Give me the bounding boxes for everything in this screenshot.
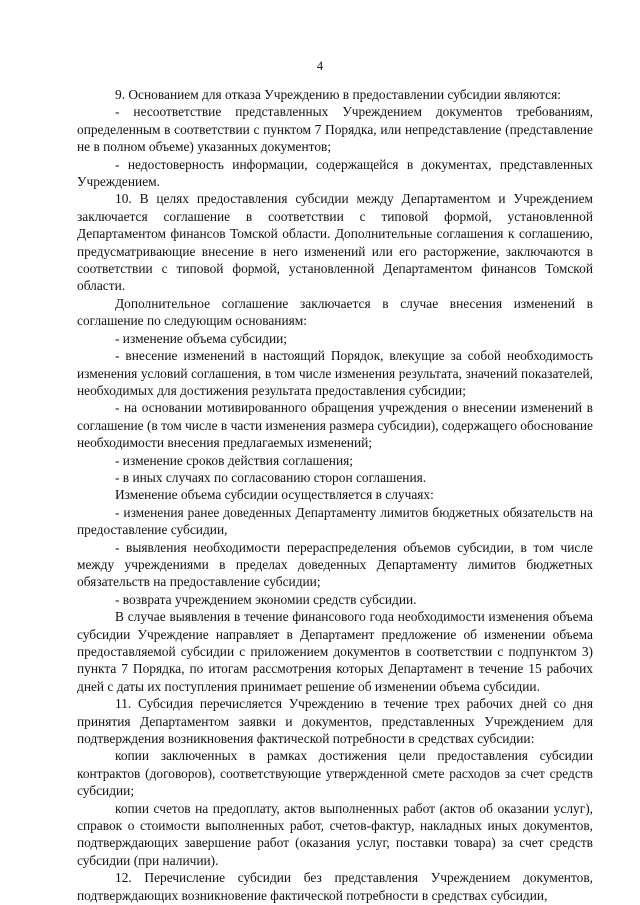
paragraph-11-item-2: копии счетов на предоплату, актов выполненных работ (актов об оказании услуг), справок о стоимости выполненных работ, счетов-фактур, накладных иных документов, подтверждающих завершение работ (оказания услуг, поставки товара) за счет средств субсидии (при наличии). xyxy=(77,800,593,868)
paragraph-11-item-1: копии заключенных в рамках достижения цели предоставления субсидии контрактов (договоров), соответствующие утвержденной смете расходов за счет средств субсидии; xyxy=(77,748,593,799)
paragraph-9-item-1: - несоответствие представленных Учреждением документов требованиям, определенным в соответствии с пунктом 7 Порядка, или непредставление (представление не в полном объеме) указанных документов; xyxy=(77,104,593,155)
list-item: - в иных случаях по согласованию сторон соглашения. xyxy=(115,469,427,485)
paragraph-supplementary-agreement: Дополнительное соглашение заключается в случае внесения изменений в соглашение по следующим основаниям: xyxy=(77,295,593,329)
paragraph-11: 11. Субсидия перечисляется Учреждению в течение трех рабочих дней со дня принятия Департаментом заявки и документов, представленных Учреждением для подтверждения возникновения фактической потребности в средствах субсидии: xyxy=(77,696,593,747)
list-item: - изменение сроков действия соглашения; xyxy=(115,452,354,468)
list-item: - изменения ранее доведенных Департаменту лимитов бюджетных обязательств на предоставление субсидии, xyxy=(77,504,593,538)
paragraph-10: 10. В целях предоставления субсидии между Департаментом и Учреждением заключается соглашение в соответствии с типовой формой, установленной Департаментом финансов Томской области. Дополнительные соглашения к соглашению, предусматривающие внесение в него изменений или его расторжение, заключаются в соответствии с типовой формой, установленной Департаментом финансов Томской области. xyxy=(77,191,593,294)
list-item: - на основании мотивированного обращения учреждения о внесении изменений в соглашение (в том числе в части изменения размера субсидии), содержащего обоснование необходимости внесения предлагаемых изменений; xyxy=(77,400,593,451)
page-number: 4 xyxy=(316,59,324,73)
paragraph-12: 12. Перечисление субсидии без представления Учреждением документов, подтверждающих возникновение фактической потребности в средствах субсидии, xyxy=(77,870,593,903)
list-item: - внесение изменений в настоящий Порядок, влекущие за собой необходимость изменения условий соглашения, в том числе изменения результата, значений показателей, необходимых для достижения результата предоставления субсидии; xyxy=(77,348,593,398)
paragraph-9-item-2: - недостоверность информации, содержащейся в документах, представленных Учреждением. xyxy=(77,156,593,190)
paragraph-9-heading: 9. Основанием для отказа Учреждению в предоставлении субсидии являются: xyxy=(115,87,561,102)
list-item: - изменение объема субсидии; xyxy=(115,330,288,346)
list-item: - выявления необходимости перераспределения объемов субсидии, в том числе между учреждениями в пределах доведенных Департаменту лимитов бюджетных обязательств на предоставление субсидии; xyxy=(77,539,593,590)
paragraph-subsidy-change: Изменение объема субсидии осуществляется в случаях: xyxy=(115,487,434,503)
document-body xyxy=(77,86,593,904)
list-item: - возврата учреждением экономии средств субсидии. xyxy=(115,591,417,607)
paragraph-change-procedure: В случае выявления в течение финансового года необходимости изменения объема субсидии Учреждение направляет в Департамент предложение об изменении объема предоставляемой субсидии с приложением документов в соответствии с подпунктом 3) пункта 7 Порядка, по итогам рассмотрения которых Департамент в течение 15 рабочих дней с даты их поступления принимает решение об изменении объема субсидии. xyxy=(77,609,593,694)
